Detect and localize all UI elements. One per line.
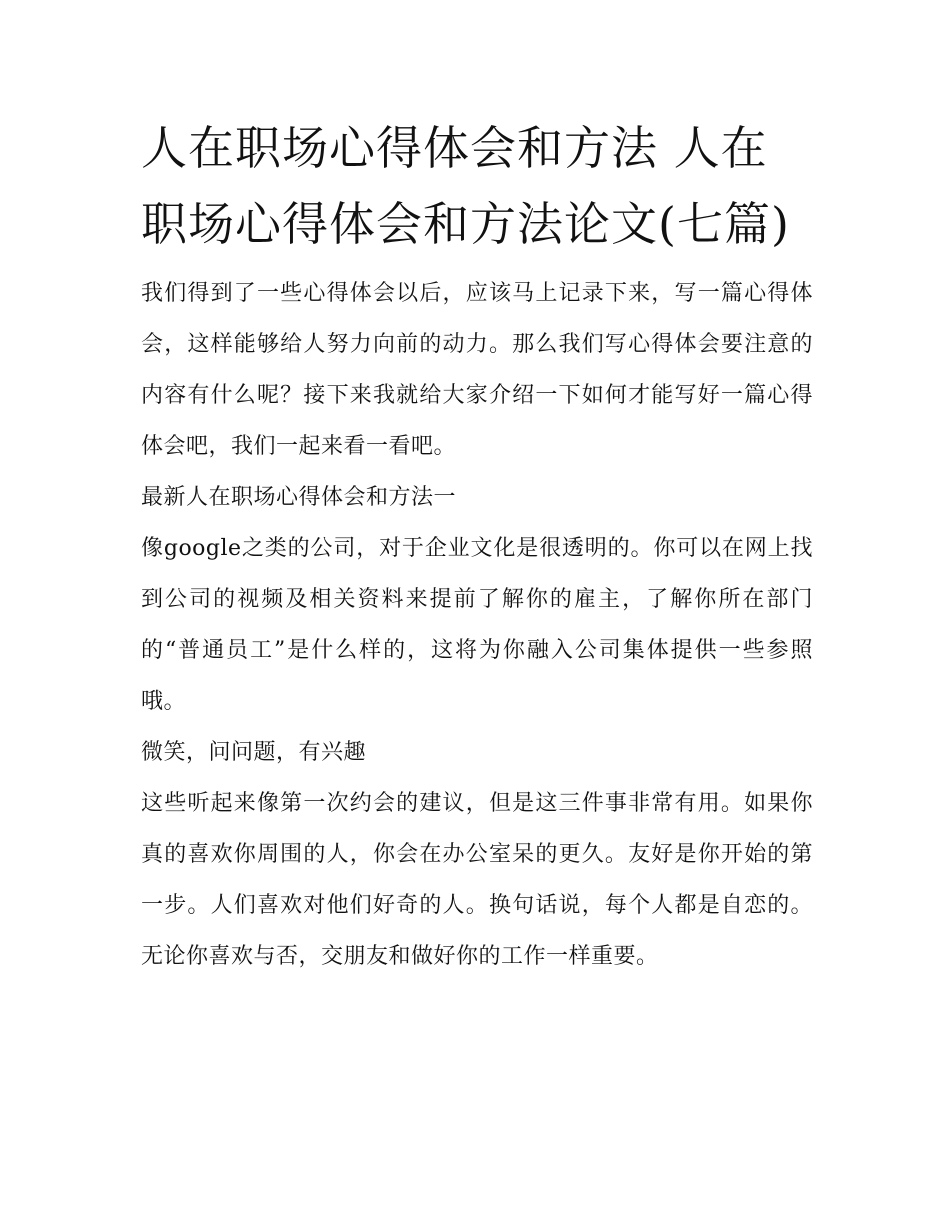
document-page xyxy=(141,110,813,982)
body-paragraph: 这些听起来像第一次约会的建议，但是这三件事非常有用。如果你真的喜欢你周围的人，你会在办公室呆的更久。友好是你开始的第一步。人们喜欢对他们好奇的人。换句话说，每个人都是自恋的。无论你喜欢与否，交朋友和做好你的工作一样重要。 xyxy=(141,791,813,969)
intro-paragraph: 我们得到了一些心得体会以后，应该马上记录下来，写一篇心得体会，这样能够给人努力向前的动力。那么我们写心得体会要注意的内容有什么呢？接下来我就给大家介绍一下如何才能写好一篇心得体会吧，我们一起来看一看吧。 xyxy=(141,281,813,459)
subheading: 微笑，问问题，有兴趣 xyxy=(141,740,367,765)
document-title: 人在职场心得体会和方法 人在职场心得体会和方法论文(七篇) xyxy=(141,121,790,251)
section-heading: 最新人在职场心得体会和方法一 xyxy=(141,485,457,510)
body-paragraph: 像google之类的公司，对于企业文化是很透明的。你可以在网上找到公司的视频及相关资料来提前了解你的雇主，了解你所在部门的“普通员工”是什么样的，这将为你融入公司集体提供一些参照哦。 xyxy=(141,536,813,714)
